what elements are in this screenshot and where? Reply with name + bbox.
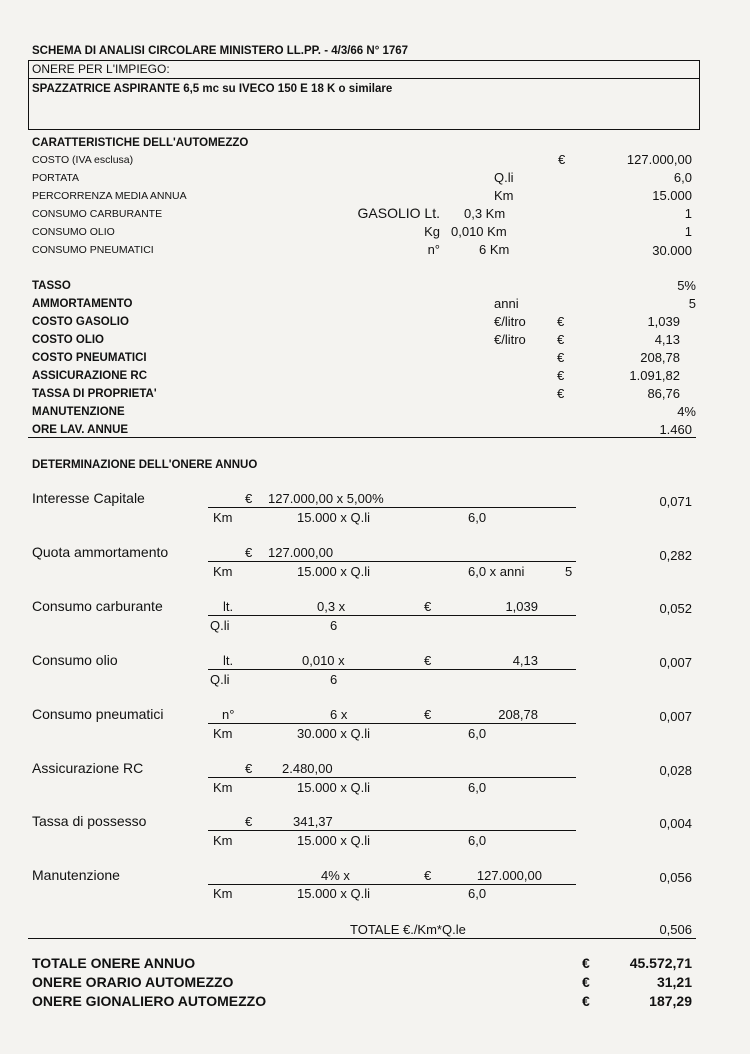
pneumatici-qty: 6 Km — [479, 242, 510, 257]
manutenzione-den-q: 6,0 — [468, 886, 487, 901]
quota-currency: € — [245, 545, 253, 560]
pneumatici-num-value: 208,78 — [498, 707, 538, 722]
totale-label: TOTALE €./Km*Q.le — [350, 922, 466, 937]
carburante-qty: 0,3 Km — [464, 206, 506, 221]
olio-num-value: 4,13 — [512, 653, 538, 668]
fraction-line — [208, 777, 576, 778]
carburante-calc-label: Consumo carburante — [32, 598, 163, 614]
assicurazione-currency: € — [245, 761, 253, 776]
carburante-type: GASOLIO Lt. — [357, 205, 440, 221]
portata-value: 6,0 — [673, 170, 692, 185]
divider — [28, 938, 696, 939]
costo-pneumatici-label: COSTO PNEUMATICI — [32, 352, 147, 364]
schema-title: SCHEMA DI ANALISI CIRCOLARE MINISTERO LL.PP. - 4/3/66 N° 1767 — [32, 45, 409, 57]
quota-numerator: 127.000,00 — [268, 545, 334, 560]
carburante-num-unit: lt. — [223, 599, 234, 614]
olio-result: 0,007 — [659, 655, 692, 670]
percorrenza-unit: Km — [494, 188, 514, 203]
manutenzione-numerator: 4% x — [321, 868, 350, 883]
carburante-result: 0,052 — [659, 601, 692, 616]
interesse-den-q: 6,0 — [468, 510, 487, 525]
portata-unit: Q.li — [494, 170, 514, 185]
pneumatici-numerator: 6 x — [330, 707, 348, 722]
onere-orario-value: 31,21 — [656, 974, 692, 990]
carburante-value: 1 — [684, 206, 692, 221]
assicurazione-den-km: Km — [213, 780, 233, 795]
olio-num-unit: lt. — [223, 653, 234, 668]
assicurazione-den-q: 6,0 — [468, 780, 487, 795]
tassa-den-km: Km — [213, 833, 233, 848]
costo-olio-value: 4,13 — [654, 332, 680, 347]
quota-den-km: Km — [213, 564, 233, 579]
manutenzione-denominator: 15.000 x Q.li — [297, 886, 370, 901]
interesse-numerator: 127.000,00 x 5,00% — [268, 491, 384, 506]
pneumatici-denominator: 30.000 x Q.li — [297, 726, 370, 741]
tassa-currency: € — [245, 814, 253, 829]
carburante-label: CONSUMO CARBURANTE — [32, 208, 163, 220]
costo-currency: € — [558, 152, 566, 167]
fraction-line — [208, 723, 576, 724]
costo-gasolio-label: COSTO GASOLIO — [32, 316, 129, 328]
pneumatici-label: CONSUMO PNEUMATICI — [32, 244, 154, 256]
carburante-num-value: 1,039 — [505, 599, 538, 614]
fraction-line — [208, 561, 576, 562]
pneumatici-currency: € — [424, 707, 432, 722]
totale-value: 0,506 — [659, 922, 692, 937]
assicurazione-result: 0,028 — [659, 763, 692, 778]
portata-label: PORTATA — [32, 172, 80, 184]
vehicle-name: SPAZZATRICE ASPIRANTE 6,5 mc su IVECO 150 E 18 K o similare — [32, 83, 393, 95]
divider — [28, 78, 700, 79]
interesse-denominator: 15.000 x Q.li — [297, 510, 370, 525]
assicurazione-currency: € — [557, 368, 565, 383]
ammortamento-value: 5 — [688, 296, 696, 311]
olio-label: CONSUMO OLIO — [32, 226, 115, 238]
ore-value: 1.460 — [659, 422, 692, 437]
manutenzione-currency: € — [424, 868, 432, 883]
onere-giornaliero-value: 187,29 — [649, 993, 692, 1009]
quota-result: 0,282 — [659, 548, 692, 563]
quota-label: Quota ammortamento — [32, 544, 169, 560]
costo-olio-label: COSTO OLIO — [32, 334, 104, 346]
manutenzione-num-value: 127.000,00 — [476, 868, 542, 883]
costo-pneumatici-currency: € — [557, 350, 565, 365]
tassa-value: 86,76 — [647, 386, 680, 401]
manutenzione-result: 0,056 — [659, 870, 692, 885]
totale-annuo-label: TOTALE ONERE ANNUO — [32, 955, 196, 971]
costo-value: 127.000,00 — [626, 152, 692, 167]
pneumatici-num-unit: n° — [222, 707, 235, 722]
assicurazione-denominator: 15.000 x Q.li — [297, 780, 370, 795]
assicurazione-numerator: 2.480,00 — [282, 761, 333, 776]
tassa-calc-label: Tassa di possesso — [32, 813, 147, 829]
pneumatici-den-q: 6,0 — [468, 726, 487, 741]
assicurazione-value: 1.091,82 — [629, 368, 680, 383]
interesse-label: Interesse Capitale — [32, 490, 145, 506]
assicurazione-label: ASSICURAZIONE RC — [32, 370, 148, 382]
onere-giornaliero-label: ONERE GIONALIERO AUTOMEZZO — [32, 993, 267, 1009]
olio-den-q: Q.li — [210, 672, 230, 687]
olio-numerator: 0,010 x — [302, 653, 345, 668]
interesse-result: 0,071 — [659, 494, 692, 509]
manutenzione-label: MANUTENZIONE — [32, 406, 125, 418]
pneumatici-unit: n° — [427, 242, 440, 257]
tassa-denominator: 15.000 x Q.li — [297, 833, 370, 848]
carburante-denominator: 6 — [330, 618, 338, 633]
quota-denominator: 15.000 x Q.li — [297, 564, 370, 579]
fraction-line — [208, 507, 576, 508]
percorrenza-label: PERCORRENZA MEDIA ANNUA — [32, 190, 187, 202]
divider — [28, 437, 696, 438]
pneumatici-calc-label: Consumo pneumatici — [32, 706, 164, 722]
costo-label: COSTO (IVA esclusa) — [32, 154, 134, 166]
olio-qty: 0,010 Km — [451, 224, 507, 239]
quota-den-q: 6,0 x anni — [468, 564, 525, 579]
tasso-label: TASSO — [32, 280, 71, 292]
costo-olio-currency: € — [557, 332, 565, 347]
costo-pneumatici-value: 208,78 — [640, 350, 680, 365]
onere-orario-label: ONERE ORARIO AUTOMEZZO — [32, 974, 234, 990]
carburante-den-q: Q.li — [210, 618, 230, 633]
tassa-result: 0,004 — [659, 816, 692, 831]
ammortamento-label: AMMORTAMENTO — [32, 298, 133, 310]
tassa-den-q: 6,0 — [468, 833, 487, 848]
olio-currency: € — [424, 653, 432, 668]
fraction-line — [208, 669, 576, 670]
onere-orario-currency: € — [582, 974, 590, 990]
costo-gasolio-value: 1,039 — [647, 314, 680, 329]
quota-den-anni: 5 — [565, 564, 573, 579]
ammortamento-unit: anni — [494, 296, 519, 311]
interesse-den-km: Km — [213, 510, 233, 525]
ore-label: ORE LAV. ANNUE — [32, 424, 129, 436]
tassa-label: TASSA DI PROPRIETA' — [32, 388, 157, 400]
assicurazione-calc-label: Assicurazione RC — [32, 760, 144, 776]
caratteristiche-title: CARATTERISTICHE DELL'AUTOMEZZO — [32, 137, 249, 149]
fraction-line — [208, 884, 576, 885]
olio-denominator: 6 — [330, 672, 338, 687]
costo-gasolio-currency: € — [557, 314, 565, 329]
pneumatici-den-km: Km — [213, 726, 233, 741]
onere-label: ONERE PER L'IMPIEGO: — [32, 62, 170, 76]
carburante-currency: € — [424, 599, 432, 614]
pneumatici-result: 0,007 — [659, 709, 692, 724]
fraction-line — [208, 830, 576, 831]
onere-giornaliero-currency: € — [582, 993, 590, 1009]
tasso-value: 5% — [677, 278, 696, 293]
totale-annuo-value: 45.572,71 — [629, 955, 692, 971]
olio-calc-label: Consumo olio — [32, 652, 118, 668]
olio-value: 1 — [684, 224, 692, 239]
tassa-numerator: 341,37 — [293, 814, 333, 829]
costo-gasolio-unit: €/litro — [494, 314, 526, 329]
tassa-currency: € — [557, 386, 565, 401]
determinazione-title: DETERMINAZIONE DELL'ONERE ANNUO — [32, 459, 258, 471]
fraction-line — [208, 615, 576, 616]
manutenzione-den-km: Km — [213, 886, 233, 901]
manutenzione-calc-label: Manutenzione — [32, 867, 120, 883]
pneumatici-value: 30.000 — [652, 243, 692, 258]
interesse-currency: € — [245, 491, 253, 506]
totale-annuo-currency: € — [582, 955, 590, 971]
costo-olio-unit: €/litro — [494, 332, 526, 347]
manutenzione-value: 4% — [677, 404, 696, 419]
carburante-numerator: 0,3 x — [317, 599, 346, 614]
percorrenza-value: 15.000 — [652, 188, 692, 203]
olio-unit: Kg — [424, 224, 440, 239]
